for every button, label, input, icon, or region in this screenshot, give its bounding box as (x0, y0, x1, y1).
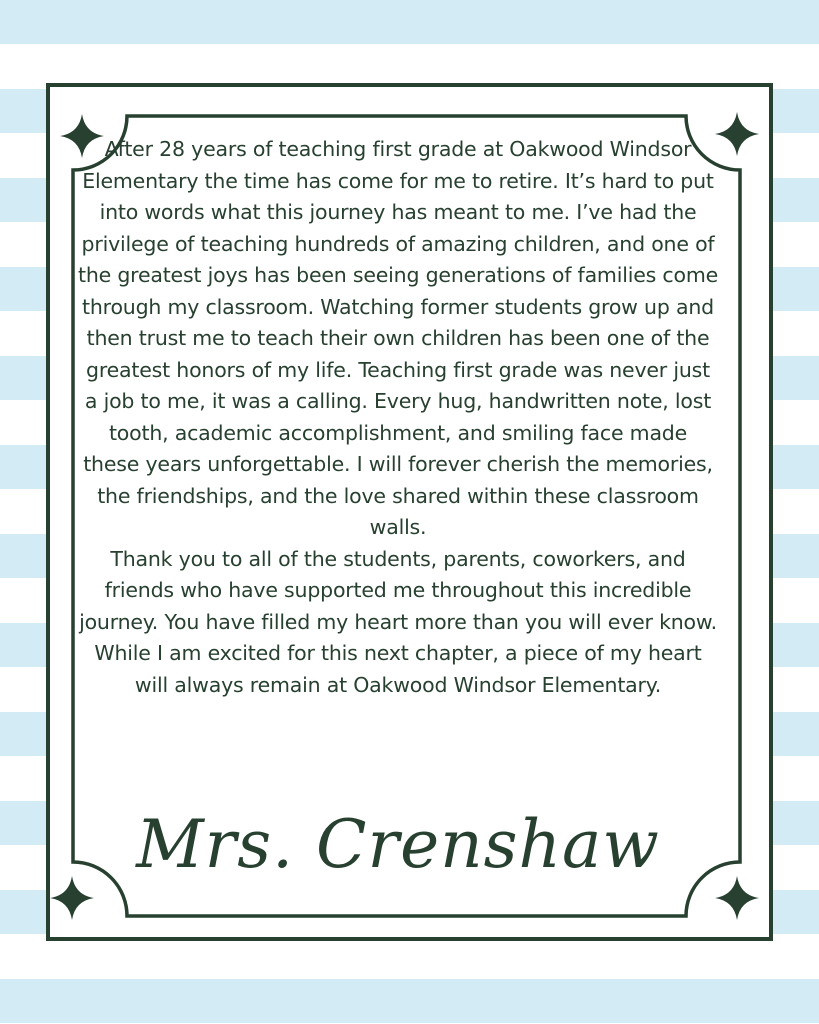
letter-paragraph: While I am excited for this next chapter, a piece of my heart will always remain at Oakwood Windsor Elementary. (94, 641, 702, 697)
letter-body (78, 134, 718, 701)
signature: Mrs. Crenshaw (136, 806, 660, 883)
letter-paragraph: After 28 years of teaching first grade at Oakwood Windsor Elementary the time has come for me to retire. It’s hard to put into words what this journey has meant to me. I’ve had the privilege of teaching hundreds of amazing children, and one of the greatest joys has been seeing generations of families come through my classroom. Watching former students grow up and then trust me to teach their own children has been one of the greatest honors of my life. Teaching first grade was never just a job to me, it was a calling. Every hug, handwritten note, lost tooth, academic accomplishment, and smiling face made these years unforgettable. I will forever cherish the memories, the friendships, and the love shared within these classroom walls. (78, 137, 718, 539)
letter-paragraph: Thank you to all of the students, parents, coworkers, and friends who have supported me throughout this incredible journey. You have filled my heart more than you will ever know. (79, 546, 717, 634)
